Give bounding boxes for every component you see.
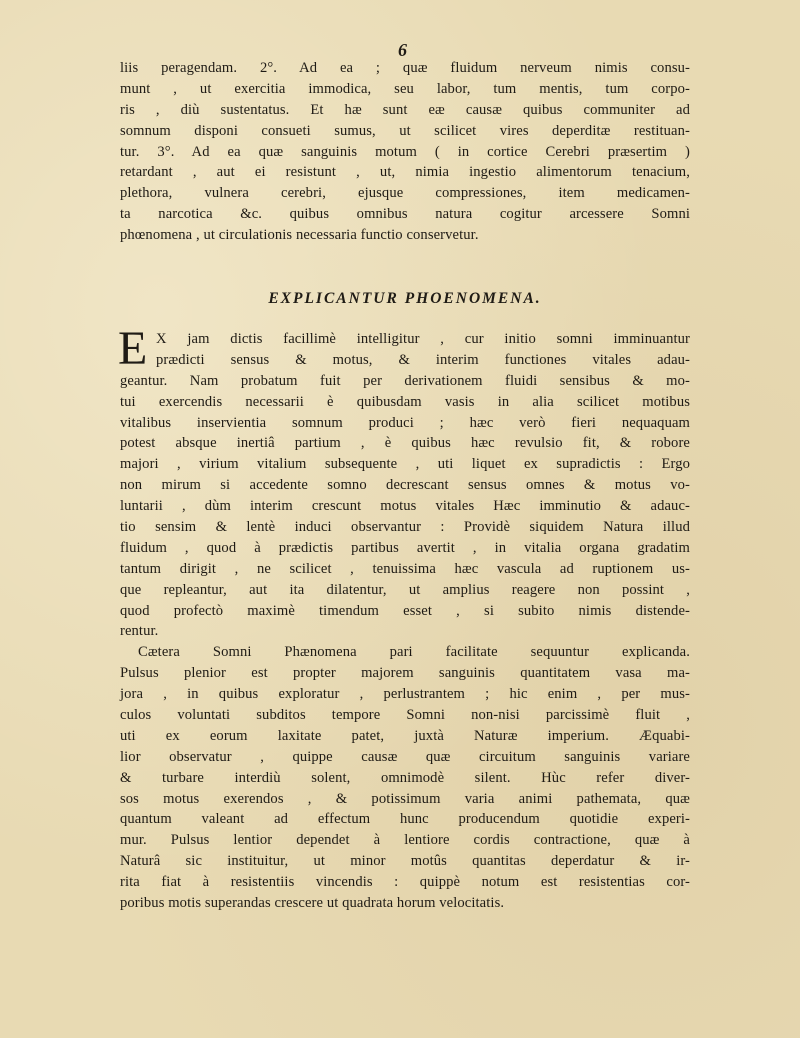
text-line: tui exercendis necessarii è quibusdam vasis in alia scilicet motibus <box>120 393 690 410</box>
text-line: majori , virium vitalium subsequente , uti liquet ex supradictis : Ergo <box>120 456 690 473</box>
text-line: rentur. <box>120 623 159 640</box>
text-line: Cætera Somni Phænomena pari facilitate sequuntur explicanda. <box>138 644 690 661</box>
drop-cap-letter: E <box>118 322 148 375</box>
text-line: non mirum si accedente somno decrescant sensus omnes & motus vo- <box>120 477 690 494</box>
text-line: geantur. Nam probatum fuit per derivationem fluidi sensibus & mo- <box>120 372 690 389</box>
text-line: jora , in quibus exploratur , perlustrantem ; hic enim , per mus- <box>120 686 690 703</box>
text-line: que repleantur, aut ita dilatentur, ut amplius reagere non possint , <box>120 581 690 598</box>
text-line: prædicti sensus & motus, & interim functiones vitales adau- <box>156 351 690 368</box>
text-line: mur. Pulsus lentior dependet à lentiore cordis contractione, quæ à <box>120 832 690 849</box>
text-line: plethora, vulnera cerebri, ejusque compressiones, item medicamen- <box>120 185 690 202</box>
text-line: Pulsus plenior est propter majorem sanguinis quantitatem vasa ma- <box>120 665 690 682</box>
text-line: retardant , aut ei resistunt , ut, nimia ingestio alimentorum tenacium, <box>120 164 690 181</box>
page-number: 6 <box>398 40 407 60</box>
text-line: ta narcotica &c. quibus omnibus natura cogitur arcessere Somni <box>120 206 690 223</box>
text-line: & turbare interdiù solent, omnimodè silent. Hùc refer diver- <box>120 769 690 786</box>
text-line: phœnomena , ut circulationis necessaria functio conservetur. <box>120 227 479 244</box>
text-line: somnum disponi consueti sumus, ut scilicet vires deperditæ restituan- <box>120 122 690 139</box>
text-line: culos voluntati subditos tempore Somni non-nisi parcissimè fluit , <box>120 707 690 724</box>
text-line: X jam dictis facillimè intelligitur , cur initio somni imminuantur <box>156 331 690 347</box>
text-line: poribus motis superandas crescere ut quadrata horum velocitatis. <box>120 895 505 912</box>
text-line: tur. 3°. Ad ea quæ sanguinis motum ( in cortice Cerebri præsertim ) <box>120 143 690 160</box>
text-line: munt , ut exercitia immodica, seu labor, tum mentis, tum corpo- <box>120 80 690 97</box>
text-line: tio sensim & lentè induci observantur : Providè siquidem Natura illud <box>120 519 690 536</box>
text-line: uti ex eorum laxitate patet, juxtà Naturæ imperium. Æquabi- <box>120 727 690 744</box>
section-heading: EXPLICANTUR PHOENOMENA. <box>268 290 542 307</box>
text-line: potest absque inertiâ partium , è quibus hæc revulsio fit, & robore <box>120 435 690 452</box>
text-line: vitalibus inservientia somnum produci ; hæc verò fieri nequaquam <box>120 414 690 431</box>
text-line: sos motus exerendos , & potissimum varia animi pathemata, quæ <box>120 790 690 807</box>
text-line: luntarii , dùm interim crescunt motus vitales Hæc imminutio & adauc- <box>120 498 690 515</box>
text-line: lior observatur , quippe causæ quæ circuitum sanguinis variare <box>120 748 690 765</box>
text-line: ris , diù sustentatus. Et hæ sunt eæ causæ quibus communiter ad <box>120 101 690 118</box>
text-line: liis peragendam. 2°. Ad ea ; quæ fluidum nerveum nimis consu- <box>120 60 690 76</box>
text-line: fluidum , quod à prædictis partibus avertit , in vitalia organa gradatim <box>120 539 690 556</box>
top-paragraph <box>120 58 690 246</box>
text-line: tantum dirigit , ne scilicet , tenuissima hæc vascula ad ruptionem us- <box>120 560 690 577</box>
body-text <box>118 322 690 914</box>
text-line: quod profectò maximè timendum esset , si subito nimis distende- <box>120 602 690 619</box>
text-line: rita fiat à resistentiis vincendis : quippè notum est resistentias cor- <box>120 874 690 891</box>
text-line: quantum valeant ad effectum hunc producendum quotidie experi- <box>120 811 690 828</box>
text-line: Naturâ sic instituitur, ut minor motûs quantitas deperdatur & ir- <box>120 853 690 870</box>
